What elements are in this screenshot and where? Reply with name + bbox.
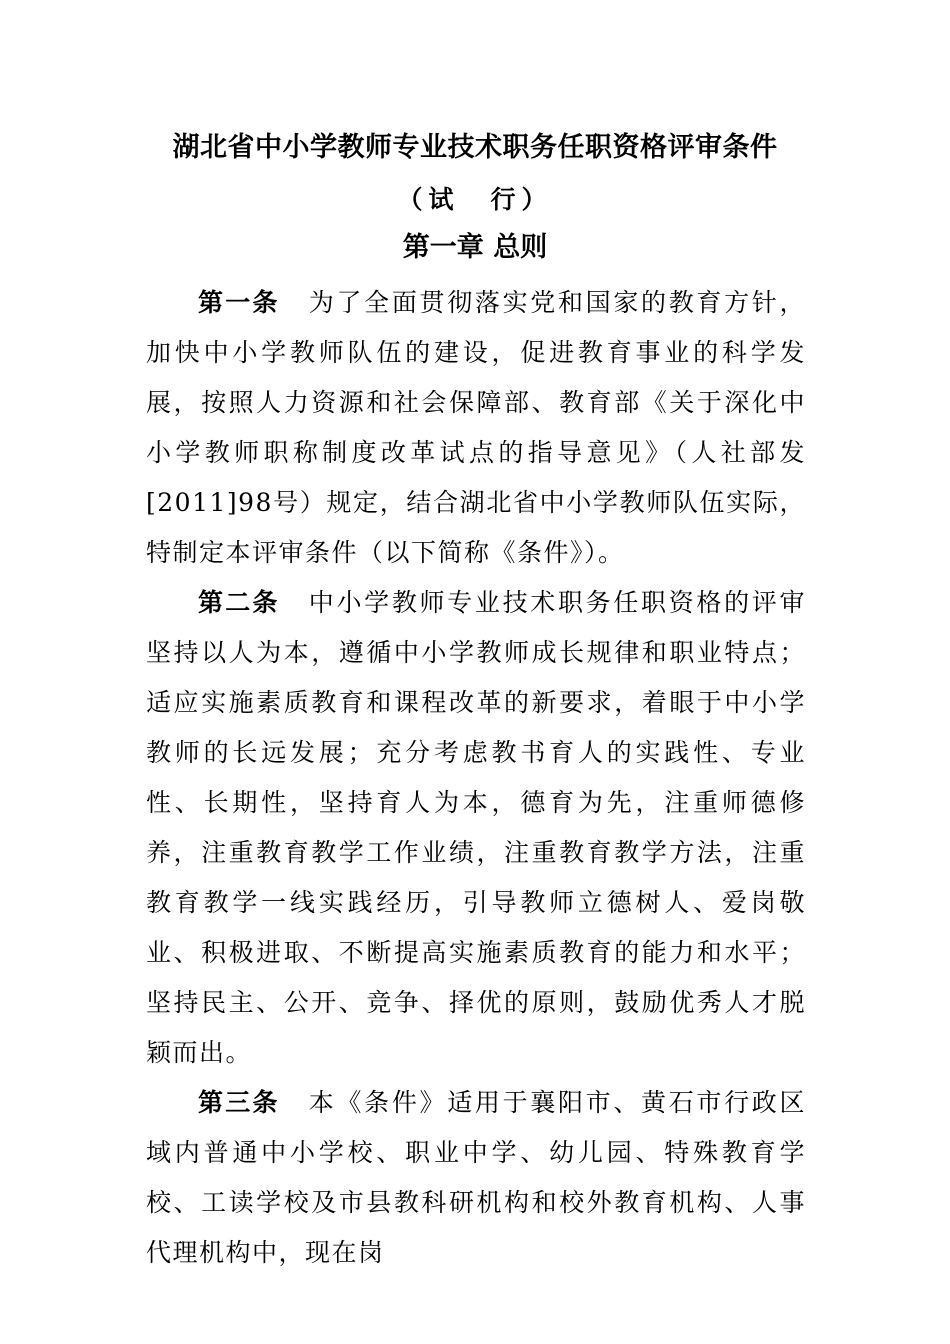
- article-1-label: 第一条: [198, 288, 280, 317]
- article-3-text: 本《条件》适用于襄阳市、黄石市行政区域内普通中小学校、职业中学、幼儿园、特殊教育学校、工读学校及市县教科研机构和校外教育机构、人事代理机构中，现在岗: [146, 1088, 806, 1267]
- article-2-label: 第二条: [198, 588, 280, 617]
- article-1: [146, 278, 806, 578]
- article-3-label: 第三条: [198, 1088, 280, 1117]
- document-title: 湖北省中小学教师专业技术职务任职资格评审条件: [172, 132, 778, 163]
- article-1-text: 为了全面贯彻落实党和国家的教育方针，加快中小学教师队伍的建设，促进教育事业的科学发展，按照人力资源和社会保障部、教育部《关于深化中小学教师职称制度改革试点的指导意见》（人社部发[2011]98号）规定，结合湖北省中小学教师队伍实际，特制定本评审条件（以下简称《条件》）。: [146, 288, 806, 567]
- article-3: [146, 1078, 806, 1278]
- chapter-title: 第一章 总则: [402, 232, 548, 263]
- article-2: [146, 578, 806, 1078]
- document-subtitle: （试 行）: [397, 185, 553, 214]
- article-2-text: 中小学教师专业技术职务任职资格的评审坚持以人为本，遵循中小学教师成长规律和职业特点；适应实施素质教育和课程改革的新要求，着眼于中小学教师的长远发展；充分考虑教书育人的实践性、专业性、长期性，坚持育人为本，德育为先，注重师德修养，注重教育教学工作业绩，注重教育教学方法，注重教育教学一线实践经历，引导教师立德树人、爱岗敬业、积极进取、不断提高实施素质教育的能力和水平；坚持民主、公开、竞争、择优的原则，鼓励优秀人才脱颖而出。: [146, 588, 806, 1067]
- document-body: [146, 278, 806, 1278]
